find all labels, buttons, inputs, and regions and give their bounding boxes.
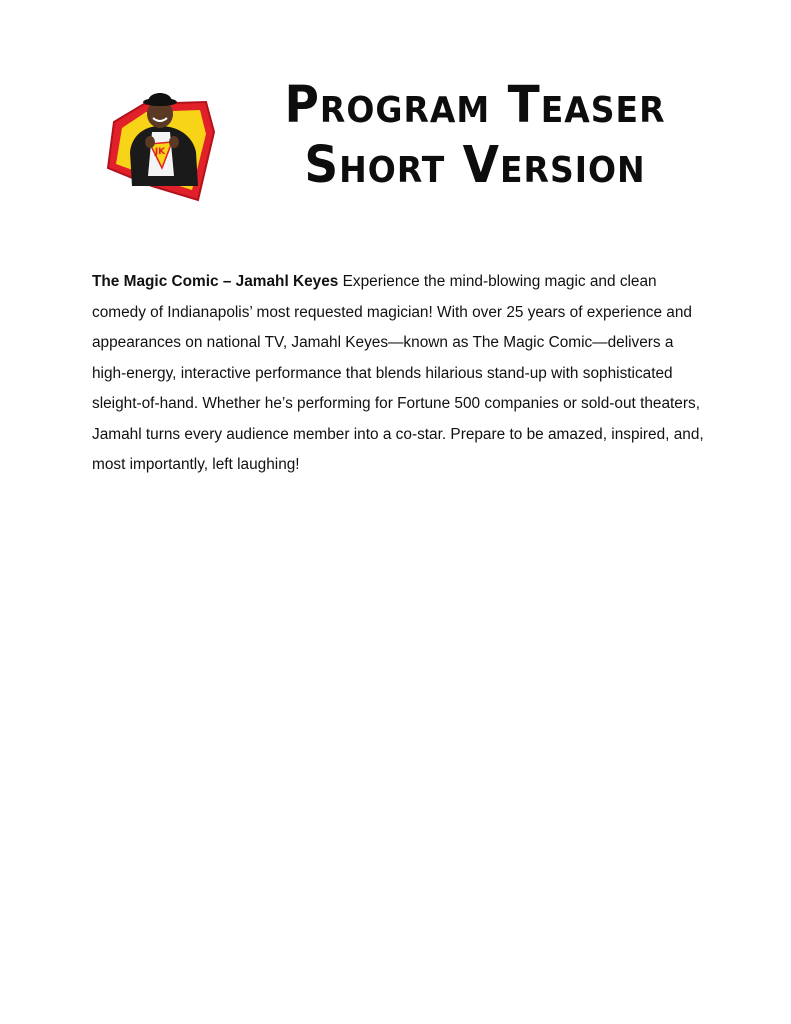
- title-line-1: Program Teaser: [284, 75, 666, 136]
- teaser-body: Experience the mind-blowing magic and clean comedy of Indianapolis’ most requested magician! With over 25 years of experience and appearances on national TV, Jamahl Keyes—known as The Magic Comic—delivers a high-energy, interactive performance that blends hilarious stand-up with sophisticated sleight-of-hand. Whether he’s performing for Fortune 500 companies or sold-out theaters, Jamahl turns every audience member into a co-star. Prepare to be amazed, inspired, and, most importantly, left laughing!: [92, 273, 704, 474]
- superhero-magician-logo-icon: [102, 82, 220, 204]
- teaser-lead: The Magic Comic – Jamahl Keyes: [92, 273, 339, 291]
- svg-text:JK: JK: [154, 147, 166, 157]
- title-line-2: Short Version: [304, 135, 646, 196]
- teaser-paragraph: [92, 267, 708, 481]
- page-title: [230, 75, 720, 196]
